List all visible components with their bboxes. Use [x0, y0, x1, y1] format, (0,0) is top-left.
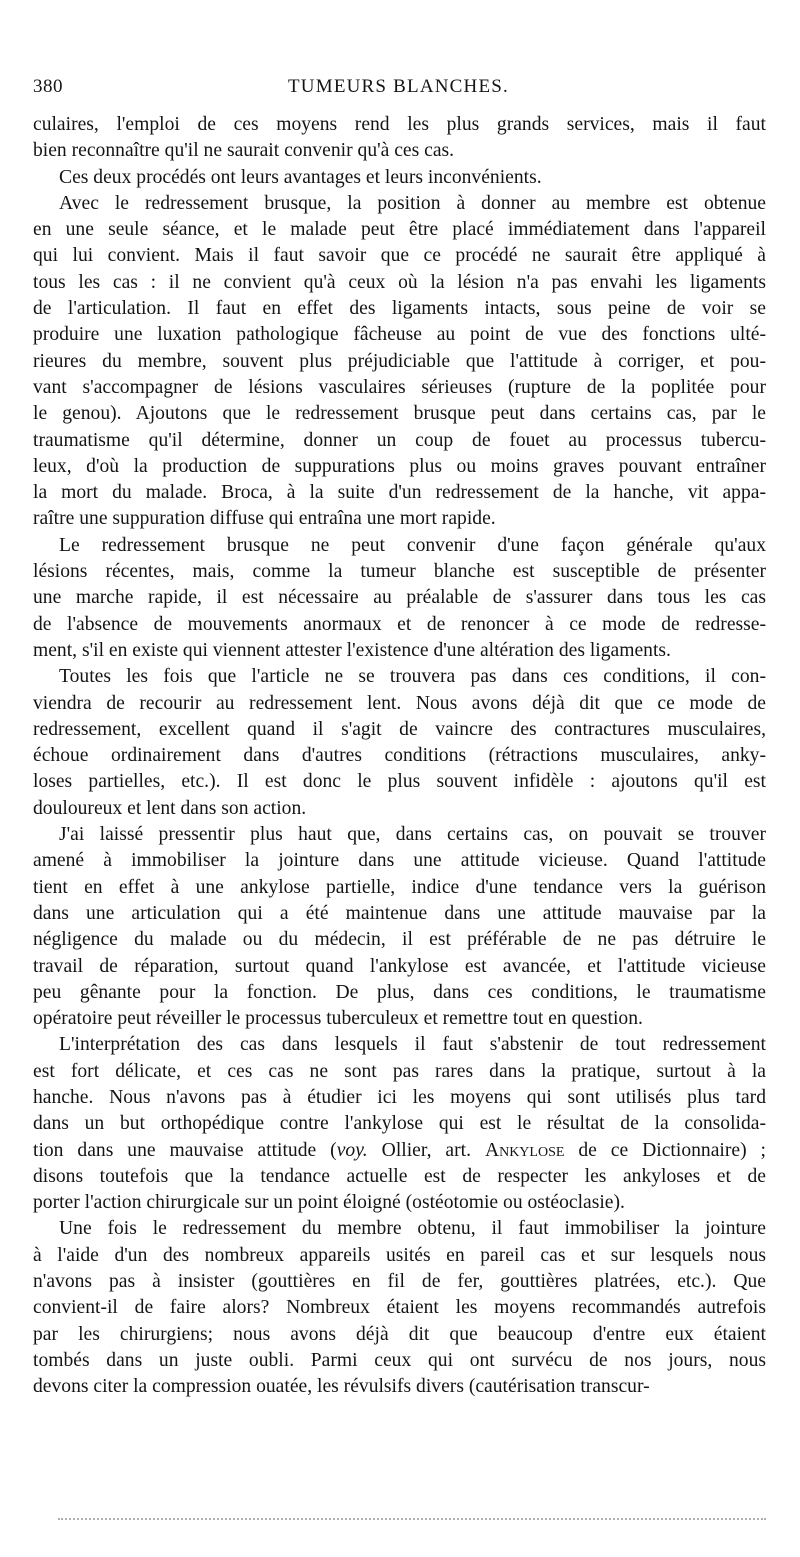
- text-line: raître une suppuration diffuse qui entraîna une mort rapide.: [33, 508, 496, 530]
- text-line: dans une articulation qui a été maintenue dans une attitude mauvaise par la: [33, 902, 766, 924]
- text-line: vant s'accompagner de lésions vasculaires sérieuses (rupture de la poplitée pour: [33, 376, 766, 398]
- text-line: L'interprétation des cas dans lesquels il faut s'abstenir de tout redressement: [59, 1034, 766, 1056]
- paragraph: [33, 822, 766, 1032]
- text-line: dans un but orthopédique contre l'ankylose qui est le résultat de la consolida-: [33, 1113, 766, 1135]
- text-line: Avec le redressement brusque, la position à donner au membre est obtenue: [59, 192, 766, 214]
- text-line: disons toutefois que la tendance actuelle est de respecter les ankyloses et de: [33, 1165, 766, 1187]
- paragraph: [33, 112, 766, 165]
- text-line: ment, s'il en existe qui viennent attester l'existence d'une altération des ligaments.: [33, 639, 671, 661]
- text-line: produire une luxation pathologique fâcheuse au point de vue des fonctions ulté-: [33, 324, 766, 346]
- text-line: en une seule séance, et le malade peut être placé immédiatement dans l'appareil: [33, 219, 766, 241]
- text-line: le genou). Ajoutons que le redressement brusque peut dans certains cas, par le: [33, 403, 766, 425]
- text-line: à l'aide d'un des nombreux appareils usités en pareil cas et sur lesquels nous: [33, 1244, 766, 1266]
- text-line: de l'absence de mouvements anormaux et de renoncer à ce mode de redresse-: [33, 613, 766, 635]
- footer-rule: [58, 1518, 766, 1520]
- running-head: [33, 76, 766, 104]
- text-line: la mort du malade. Broca, à la suite d'un redressement de la hanche, vit appa-: [33, 482, 766, 504]
- paragraph: [33, 664, 766, 822]
- text-line: redressement, excellent quand il s'agit de vaincre des contractures musculaires,: [33, 718, 766, 740]
- text-line: échoue ordinairement dans d'autres conditions (rétractions musculaires, anky-: [33, 745, 766, 767]
- text-line: loses partielles, etc.). Il est donc le plus souvent infidèle : ajoutons qu'il est: [33, 771, 766, 793]
- text-line: négligence du malade ou du médecin, il est préférable de ne pas détruire le: [33, 929, 766, 951]
- text-line: une marche rapide, il est nécessaire au préalable de s'assurer dans tous les cas: [33, 587, 766, 609]
- text-line: J'ai laissé pressentir plus haut que, dans certains cas, on pouvait se trouver: [59, 824, 766, 846]
- text-line: n'avons pas à insister (gouttières en fil de fer, gouttières platrées, etc.). Que: [33, 1271, 766, 1293]
- smallcaps-term: Ankylose: [484, 1139, 565, 1161]
- text-line: douloureux et lent dans son action.: [33, 797, 307, 819]
- text-line: tion dans une mauvaise attitude (voy. Ollier, art. Ankylose de ce Dictionnaire) ;: [33, 1139, 766, 1161]
- text-line: Une fois le redressement du membre obtenu, il faut immobiliser la jointure: [59, 1218, 766, 1240]
- text-line: Le redressement brusque ne peut convenir d'une façon générale qu'aux: [59, 534, 766, 556]
- text-line: convient-il de faire alors? Nombreux étaient les moyens recommandés autrefois: [33, 1297, 766, 1319]
- paragraph: [33, 191, 766, 533]
- text-line: culaires, l'emploi de ces moyens rend les plus grands services, mais il faut: [33, 114, 766, 135]
- italic-term: voy.: [336, 1139, 368, 1161]
- text-line: hanche. Nous n'avons pas à étudier ici les moyens qui sont utilisés plus tard: [33, 1086, 766, 1108]
- running-title: TUMEURS BLANCHES.: [288, 76, 509, 97]
- text-line: Ces deux procédés ont leurs avantages et leurs inconvénients.: [59, 166, 542, 188]
- text-line: leux, d'où la production de suppurations plus ou moins graves pouvant entraîner: [33, 455, 766, 477]
- text-line: lésions récentes, mais, comme la tumeur blanche est susceptible de présenter: [33, 561, 766, 583]
- paragraph: [33, 1216, 766, 1400]
- text-line: qui lui convient. Mais il faut savoir que ce procédé ne saurait être appliqué à: [33, 245, 766, 267]
- text-line: travail de réparation, surtout quand l'ankylose est avancée, et l'attitude vicieuse: [33, 955, 766, 977]
- text-line: porter l'action chirurgicale sur un point éloigné (ostéotomie ou ostéoclasie).: [33, 1192, 625, 1214]
- text-line: tombés dans un juste oubli. Parmi ceux qui ont survécu de nos jours, nous: [33, 1349, 766, 1371]
- text-line: de l'articulation. Il faut en effet des ligaments intacts, sous peine de voir se: [33, 298, 766, 320]
- text-line: par les chirurgiens; nous avons déjà dit que beaucoup d'entre eux étaient: [33, 1323, 766, 1345]
- body-text: [33, 112, 766, 1401]
- text-line: bien reconnaître qu'il ne saurait convenir qu'à ces cas.: [33, 140, 455, 162]
- text-line: traumatisme qu'il détermine, donner un coup de fouet au processus tubercu-: [33, 429, 766, 451]
- text-line: tient en effet à une ankylose partielle, indice d'une tendance vers la guérison: [33, 876, 766, 898]
- text-line: opératoire peut réveiller le processus tuberculeux et remettre tout en question.: [33, 1008, 643, 1030]
- paragraph: [33, 533, 766, 664]
- text-line: peu gênante pour la fonction. De plus, dans ces conditions, le traumatisme: [33, 981, 766, 1003]
- text-line: est fort délicate, et ces cas ne sont pas rares dans la pratique, surtout à la: [33, 1060, 766, 1082]
- text-line: Toutes les fois que l'article ne se trouvera pas dans ces conditions, il con-: [59, 666, 766, 688]
- paragraph: [33, 165, 766, 191]
- paragraph: [33, 1032, 766, 1216]
- text-line: viendra de recourir au redressement lent. Nous avons déjà dit que ce mode de: [33, 692, 766, 714]
- text-line: amené à immobiliser la jointure dans une attitude vicieuse. Quand l'attitude: [33, 850, 766, 872]
- text-line: tous les cas : il ne convient qu'à ceux où la lésion n'a pas envahi les ligaments: [33, 271, 766, 293]
- page-number: 380: [33, 76, 63, 97]
- text-line: devons citer la compression ouatée, les révulsifs divers (cautérisation transcur-: [33, 1376, 650, 1398]
- text-line: rieures du membre, souvent plus préjudiciable que l'attitude à corriger, et pou-: [33, 350, 766, 372]
